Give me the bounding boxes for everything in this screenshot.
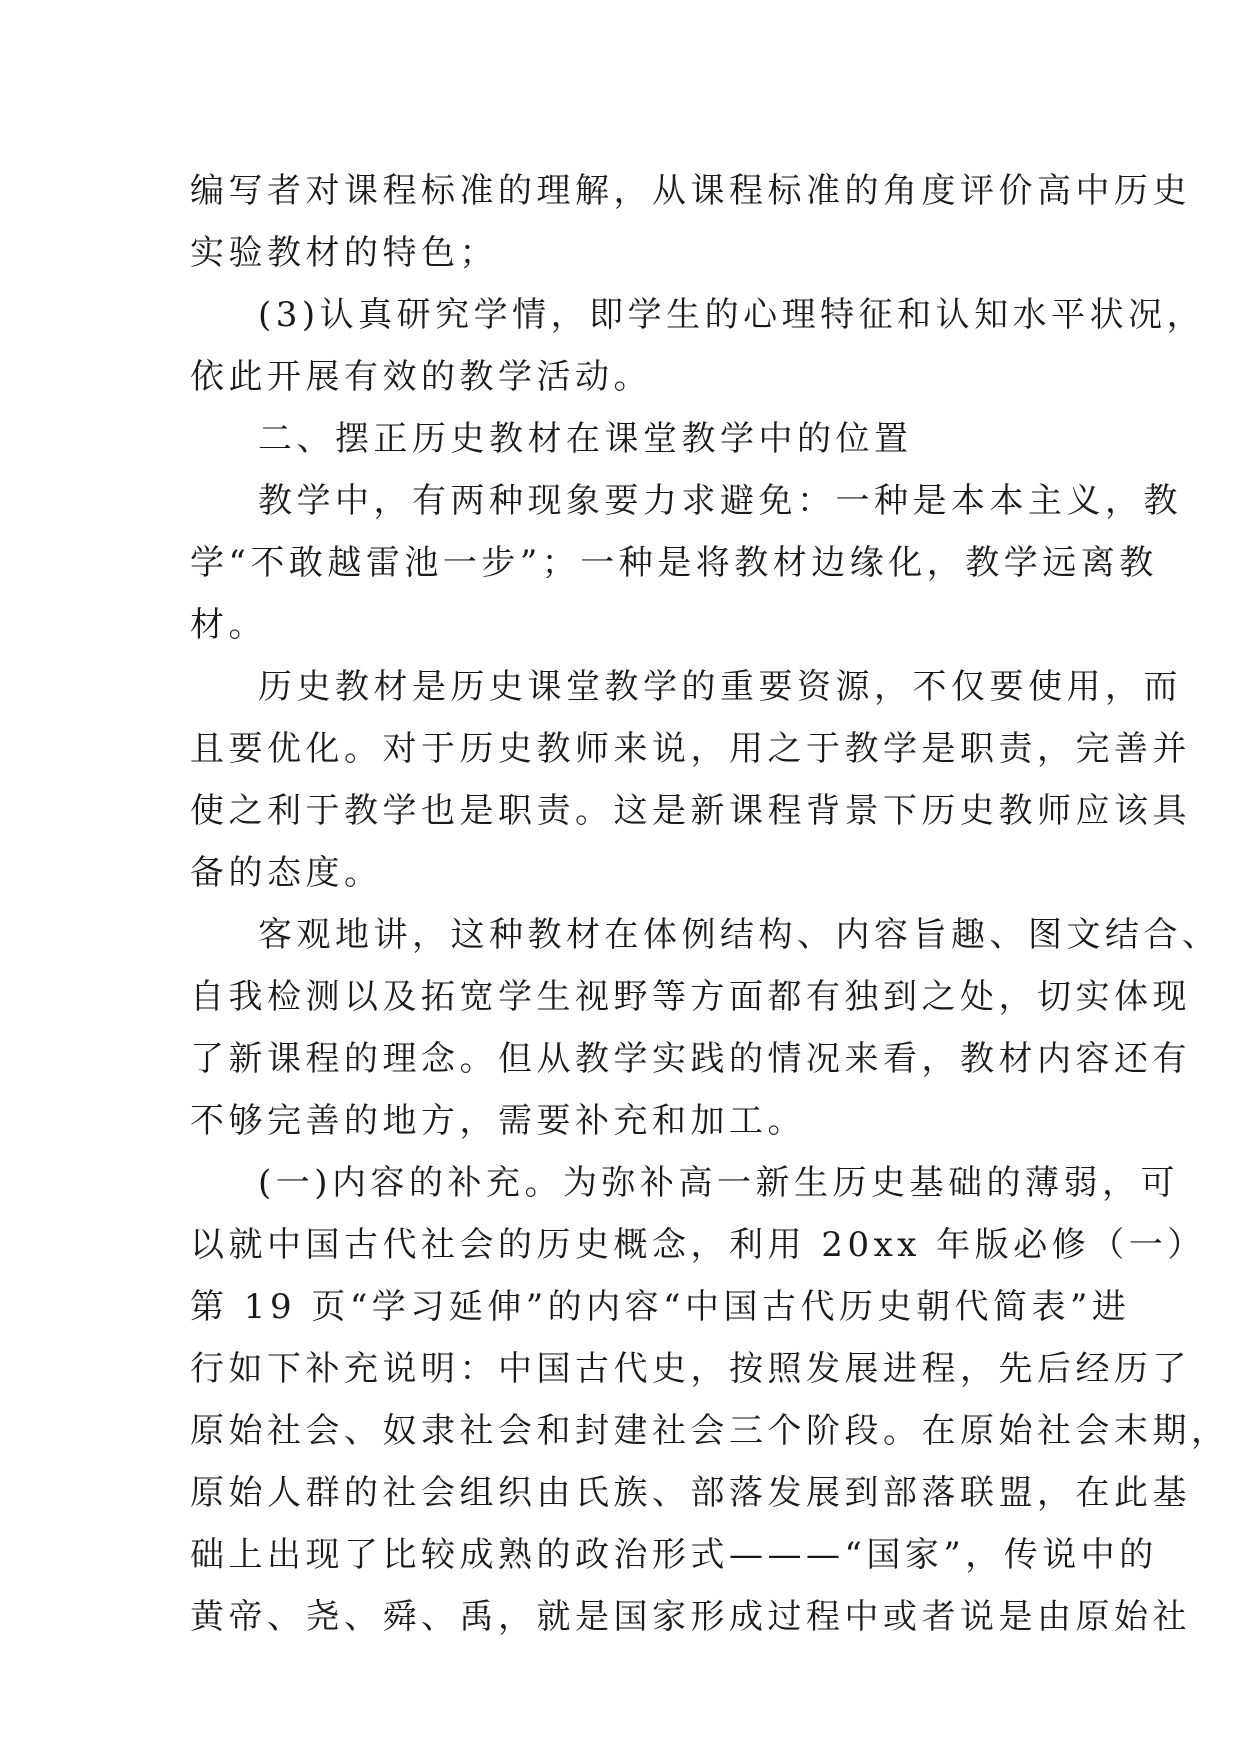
- text-line: 黄帝、尧、舜、禹，就是国家形成过程中或者说是由原始社: [190, 1597, 1191, 1637]
- text-line: 自我检测以及拓宽学生视野等方面都有独到之处，切实体现: [190, 977, 1191, 1017]
- text-line: 础上出现了比较成熟的政治形式———“国家”，传说中的: [190, 1535, 1158, 1575]
- document-body: [190, 160, 1230, 1648]
- text-line: 材。: [190, 605, 267, 645]
- text-line: 以就中国古代社会的历史概念，利用 20xx 年版必修（一）: [190, 1225, 1206, 1265]
- text-line: 备的态度。: [190, 853, 383, 893]
- paragraph-start: 客观地讲，这种教材在体例结构、内容旨趣、图文结合、: [258, 915, 1221, 955]
- text-line: 使之利于教学也是职责。这是新课程背景下历史教师应该具: [190, 791, 1191, 831]
- text-line: 第 19 页“学习延伸”的内容“中国古代历史朝代简表”进: [190, 1287, 1131, 1327]
- paragraph-start: 教学中，有两种现象要力求避免：一种是本本主义，教: [258, 481, 1182, 521]
- text-line: 不够完善的地方，需要补充和加工。: [190, 1101, 806, 1141]
- paragraph-start: 历史教材是历史课堂教学的重要资源，不仅要使用，而: [258, 667, 1182, 707]
- text-line: 原始人群的社会组织由氏族、部落发展到部落联盟，在此基: [190, 1473, 1191, 1513]
- text-line: 编写者对课程标准的理解，从课程标准的角度评价高中历史: [190, 171, 1191, 211]
- paragraph-start: (3)认真研究学情，即学生的心理特征和认知水平状况，: [258, 295, 1206, 335]
- text-line: 实验教材的特色；: [190, 233, 498, 273]
- paragraph-start: (一)内容的补充。为弥补高一新生历史基础的薄弱，可: [258, 1163, 1180, 1203]
- text-line: 学“不敢越雷池一步”；一种是将教材边缘化，教学远离教: [190, 543, 1158, 583]
- text-line: 行如下补充说明：中国古代史，按照发展进程，先后经历了: [190, 1349, 1191, 1389]
- section-heading: 二、摆正历史教材在课堂教学中的位置: [258, 419, 913, 459]
- text-line: 依此开展有效的教学活动。: [190, 357, 652, 397]
- text-line: 原始社会、奴隶社会和封建社会三个阶段。在原始社会末期，: [190, 1411, 1230, 1451]
- text-line: 了新课程的理念。但从教学实践的情况来看，教材内容还有: [190, 1039, 1191, 1079]
- text-line: 且要优化。对于历史教师来说，用之于教学是职责，完善并: [190, 729, 1191, 769]
